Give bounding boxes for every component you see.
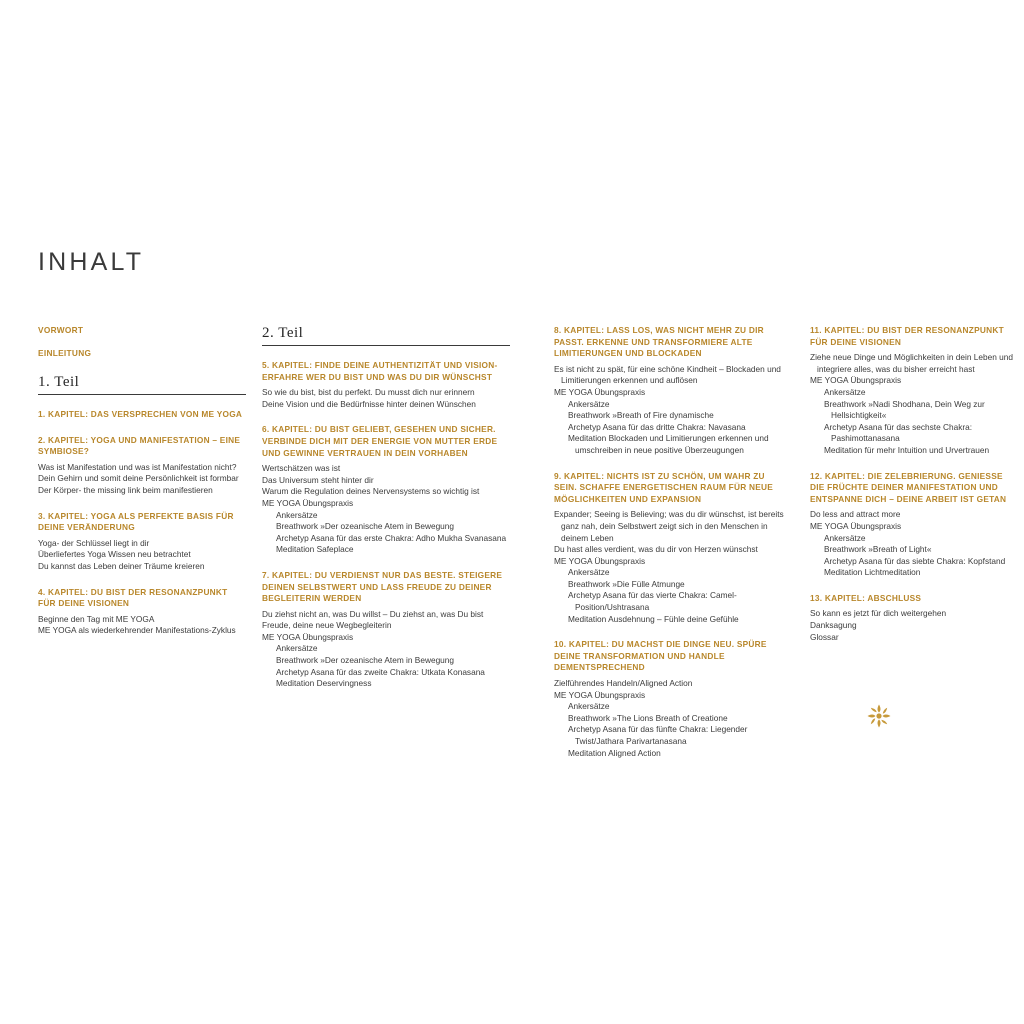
chapter-lines bbox=[554, 509, 786, 555]
toc-toplink[interactable]: VORWORT bbox=[38, 325, 84, 335]
chapter-lines bbox=[810, 608, 1018, 643]
part-rule bbox=[262, 345, 510, 346]
flower-ornament-icon bbox=[866, 703, 892, 729]
chapter-heading[interactable]: 3. KAPITEL: YOGA ALS PERFEKTE BASIS FÜR DEINE VERÄNDERUNG bbox=[38, 510, 234, 533]
praxis-item: Breathwork »The Lions Breath of Creatione bbox=[568, 712, 728, 723]
praxis-items bbox=[810, 387, 1018, 457]
praxis-item: Archetyp Asana für das fünfte Chakra: Liegender Twist/Jathara Parivartanasana bbox=[568, 724, 748, 746]
praxis-items bbox=[810, 533, 1018, 579]
praxis-item: Ankersätze bbox=[568, 701, 610, 712]
praxis-item: Meditation Safeplace bbox=[276, 544, 354, 555]
part-label: 1. Teil bbox=[38, 374, 80, 390]
praxis-item: Ankersätze bbox=[568, 398, 610, 409]
chapter-line: Beginne den Tag mit ME YOGA bbox=[38, 613, 155, 624]
chapter-line: Du ziehst nicht an, was Du willst – Du ziehst an, was Du bist bbox=[262, 608, 484, 619]
praxis-item: Archetyp Asana für das dritte Chakra: Navasana bbox=[568, 421, 746, 432]
chapter-lines bbox=[810, 352, 1018, 375]
chapter-heading[interactable]: 11. KAPITEL: DU BIST DER RESONANZPUNKT FÜR DEINE VISIONEN bbox=[810, 325, 1004, 347]
chapter-line: Du kannst das Leben deiner Träume kreieren bbox=[38, 560, 205, 571]
praxis-item: Breathwork »Die Fülle Atmunge bbox=[568, 578, 685, 589]
chapter-heading[interactable]: 2. KAPITEL: YOGA UND MANIFESTATION – EINE SYMBIOSE? bbox=[38, 434, 241, 457]
praxis-item: Ankersätze bbox=[276, 509, 318, 520]
chapter-lines bbox=[554, 678, 786, 690]
chapter-line: Was ist Manifestation und was ist Manifestation nicht? bbox=[38, 461, 237, 472]
toc-toplink[interactable]: EINLEITUNG bbox=[38, 348, 92, 358]
chapter-heading[interactable]: 12. KAPITEL: DIE ZELEBRIERUNG. GENIESSE DIE FRÜCHTE DEINER MANIFESTATION UND ENTSPANNE DICH – DEINE ARBEIT IST GETAN bbox=[810, 470, 1007, 504]
chapter-lines bbox=[262, 387, 510, 410]
chapter-lines bbox=[262, 609, 510, 632]
chapter-line: Überliefertes Yoga Wissen neu betrachtet bbox=[38, 549, 191, 560]
chapter-heading[interactable]: 4. KAPITEL: DU BIST DER RESONANZPUNKT FÜR DEINE VISIONEN bbox=[38, 586, 228, 609]
chapter-heading[interactable]: 10. KAPITEL: DU MACHST DIE DINGE NEU. SPÜRE DEINE TRANSFORMATION UND HANDLE DEMENTSPRECHEND bbox=[554, 639, 767, 673]
praxis-label: ME YOGA Übungspraxis bbox=[554, 689, 646, 700]
chapter-line: Glossar bbox=[810, 631, 839, 642]
chapter-line: Deine Vision und die Bedürfnisse hinter deinen Wünschen bbox=[262, 398, 476, 409]
chapter-line: Zielführendes Handeln/Aligned Action bbox=[554, 678, 693, 689]
chapter-line: So wie du bist, bist du perfekt. Du musst dich nur erinnern bbox=[262, 387, 475, 398]
chapter-heading[interactable]: 13. KAPITEL: ABSCHLUSS bbox=[810, 592, 922, 603]
praxis-item: Meditation Deservingness bbox=[276, 678, 372, 689]
praxis-items bbox=[262, 510, 510, 556]
page-title: INHALT bbox=[38, 248, 145, 276]
chapter-line: Wertschätzen was ist bbox=[262, 463, 341, 474]
praxis-item: Breathwork »Der ozeanische Atem in Bewegung bbox=[276, 521, 455, 532]
chapter-line: Das Universum steht hinter dir bbox=[262, 474, 374, 485]
chapter-heading[interactable]: 6. KAPITEL: DU BIST GELIEBT, GESEHEN UND SICHER. VERBINDE DICH MIT DER ENERGIE VON MUTTER ERDE UND GEWINNE VERTRAUEN IN DEIN VORHABEN bbox=[262, 424, 498, 458]
part-rule bbox=[38, 394, 246, 395]
praxis-item: Meditation Ausdehnung – Fühle deine Gefühle bbox=[568, 613, 739, 624]
part-heading bbox=[38, 374, 246, 395]
chapter-heading[interactable]: 8. KAPITEL: LASS LOS, WAS NICHT MEHR ZU DIR PASST. ERKENNE UND TRANSFORMIERE ALTE LIMITIERUNGEN UND BLOCKADEN bbox=[554, 325, 764, 359]
praxis-label: ME YOGA Übungspraxis bbox=[810, 375, 902, 386]
chapter-heading[interactable]: 9. KAPITEL: NICHTS IST ZU SCHÖN, UM WAHR ZU SEIN. SCHAFFE ENERGETISCHEN RAUM FÜR NEUE MÖGLICHKEITEN UND EXPANSION bbox=[554, 470, 774, 504]
praxis-item: Meditation für mehr Intuition und Urvertrauen bbox=[824, 444, 990, 455]
toc-column-3 bbox=[554, 325, 786, 759]
chapter-line: Do less and attract more bbox=[810, 509, 901, 520]
chapter-lines bbox=[810, 509, 1018, 521]
praxis-label: ME YOGA Übungspraxis bbox=[554, 555, 646, 566]
part-heading bbox=[262, 325, 510, 346]
praxis-item: Meditation Aligned Action bbox=[568, 747, 661, 758]
toc-column-1 bbox=[38, 325, 246, 637]
praxis-item: Archetyp Asana für das siebte Chakra: Kopfstand bbox=[824, 555, 1006, 566]
praxis-items bbox=[554, 399, 786, 457]
praxis-items bbox=[262, 643, 510, 689]
praxis-item: Breathwork »Breath of Light« bbox=[824, 544, 932, 555]
chapter-lines bbox=[38, 462, 246, 497]
chapter-line: Expander; Seeing is Believing; was du dir wünschst, ist bereits ganz nah, dein Selbstwert zeigt sich in den Menschen in deinem Leben bbox=[554, 509, 784, 543]
chapter-line: Yoga- der Schlüssel liegt in dir bbox=[38, 537, 150, 548]
chapter-line: Du hast alles verdient, was du dir von Herzen wünschst bbox=[554, 544, 758, 555]
chapter-line: Freude, deine neue Wegbegleiterin bbox=[262, 620, 392, 631]
chapter-line: ME YOGA als wiederkehrender Manifestations-Zyklus bbox=[38, 625, 236, 636]
part-label: 2. Teil bbox=[262, 325, 304, 341]
praxis-items bbox=[554, 567, 786, 625]
praxis-item: Archetyp Asana für das zweite Chakra: Utkata Konasana bbox=[276, 666, 485, 677]
praxis-item: Meditation Blockaden und Limitierungen erkennen und umschreiben in neue positive Überzeugungen bbox=[568, 433, 769, 455]
praxis-item: Ankersätze bbox=[276, 643, 318, 654]
praxis-item: Archetyp Asana für das sechste Chakra: Pashimottanasana bbox=[824, 421, 973, 444]
chapter-line: Dein Gehirn und somit deine Persönlichkeit ist formbar bbox=[38, 473, 239, 484]
praxis-label: ME YOGA Übungspraxis bbox=[810, 520, 902, 531]
praxis-item: Breathwork »Der ozeanische Atem in Bewegung bbox=[276, 655, 455, 666]
chapter-line: So kann es jetzt für dich weitergehen bbox=[810, 608, 947, 619]
praxis-item: Archetyp Asana für das vierte Chakra: Camel-Position/Ushtrasana bbox=[568, 590, 737, 613]
chapter-lines bbox=[38, 614, 246, 637]
toc-column-2 bbox=[262, 325, 510, 690]
chapter-heading[interactable]: 5. KAPITEL: FINDE DEINE AUTHENTIZITÄT UND VISION- ERFAHRE WER DU BIST UND WAS DU DIR WÜNSCHST bbox=[262, 360, 498, 382]
praxis-label: ME YOGA Übungspraxis bbox=[262, 497, 354, 508]
chapter-line: Warum die Regulation deines Nervensystems so wichtig ist bbox=[262, 486, 480, 497]
praxis-item: Ankersätze bbox=[568, 567, 610, 578]
chapter-lines bbox=[262, 463, 510, 498]
chapter-line: Es ist nicht zu spät, für eine schöne Kindheit – Blockaden und Limitierungen erkennen und auflösen bbox=[554, 363, 781, 386]
chapter-line: Der Körper- the missing link beim manifestieren bbox=[38, 484, 213, 495]
chapter-lines bbox=[38, 538, 246, 573]
praxis-item: Archetyp Asana für das erste Chakra: Adho Mukha Svanasana bbox=[276, 532, 507, 543]
chapter-line: Danksagung bbox=[810, 620, 857, 631]
chapter-heading[interactable]: 7. KAPITEL: DU VERDIENST NUR DAS BESTE. STEIGERE DEINEN SELBSTWERT UND LASS FREUDE ZU DEINER BEGLEITERIN WERDEN bbox=[262, 569, 503, 604]
praxis-item: Ankersätze bbox=[824, 386, 866, 397]
chapter-heading[interactable]: 1. KAPITEL: DAS VERSPRECHEN VON ME YOGA bbox=[38, 409, 243, 419]
praxis-label: ME YOGA Übungspraxis bbox=[262, 631, 354, 642]
praxis-item: Breathwork »Nadi Shodhana, Dein Weg zur Hellsichtigkeit« bbox=[824, 398, 985, 421]
toc-column-4 bbox=[810, 325, 1018, 643]
praxis-item: Meditation Lichtmeditation bbox=[824, 567, 921, 578]
praxis-items bbox=[554, 701, 786, 759]
praxis-label: ME YOGA Übungspraxis bbox=[554, 386, 646, 397]
chapter-lines bbox=[554, 364, 786, 387]
praxis-item: Breathwork »Breath of Fire dynamische bbox=[568, 410, 714, 421]
chapter-line: Ziehe neue Dinge und Möglichkeiten in dein Leben und integriere alles, was du bisher erreicht hast bbox=[810, 352, 1013, 374]
praxis-item: Ankersätze bbox=[824, 532, 866, 543]
